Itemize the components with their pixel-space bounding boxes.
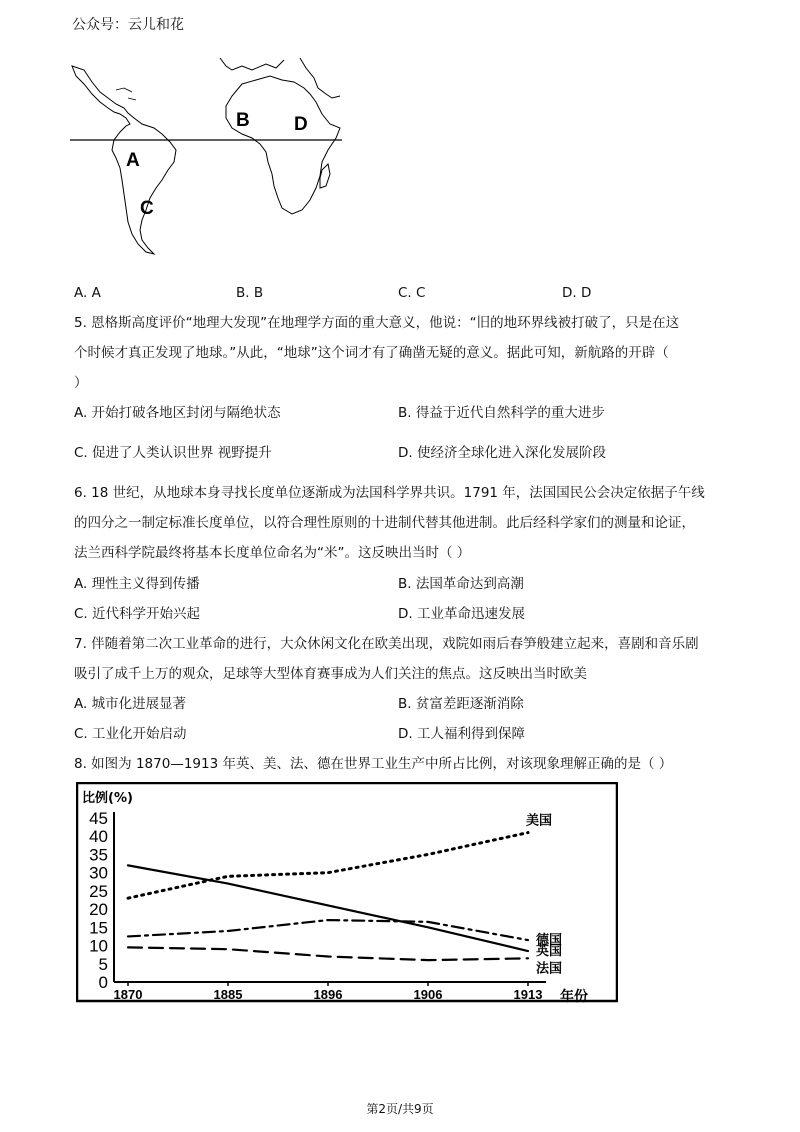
page-number: 第2页/共9页 [366,1102,434,1116]
africa-outline [226,76,340,214]
map-label-d: D [294,114,308,135]
q5-stem-line1: 5. 恩格斯高度评价“地理大发现”在地理学方面的重大意义，他说：“旧的地环界线被打破了，只是在这 [74,315,680,331]
q6-stem-line2: 的四分之一制定标准长度单位，以符合理性原则的十进制代替其他进制。此后经科学家们的测量和论证， [74,515,695,531]
q4-option-d: D. D [562,285,592,301]
map-label-b: B [236,110,250,131]
y-tick-label: 30 [89,863,108,883]
x-tick-label: 1896 [313,987,343,1002]
q7-stem-line2: 吸引了成千上万的观众，足球等大型体育赛事成为人们关注的焦点。这反映出当时欧美 [74,666,587,682]
source-header: 公众号：云儿和花 [72,17,184,33]
q6-option-a: A. 理性主义得到传播 [74,576,200,592]
series-label: 英国 [536,944,563,960]
x-tick-label: 1885 [213,987,243,1002]
y-tick-label: 40 [89,827,108,847]
y-tick-label: 15 [89,918,108,938]
q8-stem-line1: 8. 如图为 1870—1913 年英、美、法、德在世界工业生产中所占比例，对该现象理解正确的是（ ） [74,756,673,772]
world-map-figure [70,58,345,263]
q6-option-d: D. 工业革命迅速发展 [398,606,525,622]
europe-outline [220,58,340,98]
q6-stem-line3: 法兰西科学院最终将基本长度单位命名为“米”。这反映出当时（ ） [74,545,471,561]
q5-option-c: C. 促进了人类认识世界 视野提升 [74,445,272,461]
x-tick-label: 1906 [413,987,443,1002]
q4-option-a: A. A [74,285,101,301]
chart-y-axis-label: 比例(%) [82,791,133,806]
q6-option-b: B. 法国革命达到高潮 [398,576,524,592]
q6-option-c: C. 近代科学开始兴起 [74,606,201,622]
map-label-a: A [126,150,140,171]
map-label-c: C [140,198,154,219]
q4-option-c: C. C [398,285,426,301]
y-tick-label: 10 [89,936,108,956]
q7-option-b: B. 贫富差距逐渐消除 [398,696,524,712]
series-label: 德国 [536,933,563,949]
q5-stem-line3: ） [74,375,88,391]
chart-x-axis-label: 年份 [560,989,588,1004]
q5-option-b: B. 得益于近代自然科学的重大进步 [398,405,605,421]
caribbean-outline [116,88,136,100]
q4-option-b: B. B [236,285,264,301]
q5-option-d: D. 使经济全球化进入深化发展阶段 [398,445,606,461]
q7-option-a: A. 城市化进展显著 [74,696,187,712]
y-tick-label: 5 [98,954,108,974]
x-tick-label: 1870 [113,987,143,1002]
industrial-share-chart [76,782,618,1004]
y-tick-label: 35 [89,845,108,865]
americas-outline [72,66,176,254]
y-tick-label: 45 [89,809,108,828]
q6-stem-line1: 6. 18 世纪，从地球本身寻找长度单位逐渐成为法国科学界共识。1791 年，法国国民公会决定依据子午线 [74,485,705,501]
q7-stem-line1: 7. 伴随着第二次工业革命的进行，大众休闲文化在欧美出现，戏院如雨后春笋般建立起来，喜剧和音乐剧 [74,636,699,652]
q5-stem-line2: 个时候才真正发现了地球。”从此，“地球”这个词才有了确凿无疑的意义。据此可知，新航路的开辟（ [74,345,669,361]
q7-option-c: C. 工业化开始启动 [74,726,187,742]
y-tick-label: 0 [98,973,108,992]
q5-option-a: A. 开始打破各地区封闭与隔绝状态 [74,405,281,421]
series-label: 法国 [536,961,563,977]
x-tick-label: 1913 [513,987,543,1002]
series-label: 美国 [526,813,553,829]
y-tick-label: 25 [89,881,108,901]
q7-option-d: D. 工人福利得到保障 [398,726,525,742]
y-tick-label: 20 [89,900,108,920]
